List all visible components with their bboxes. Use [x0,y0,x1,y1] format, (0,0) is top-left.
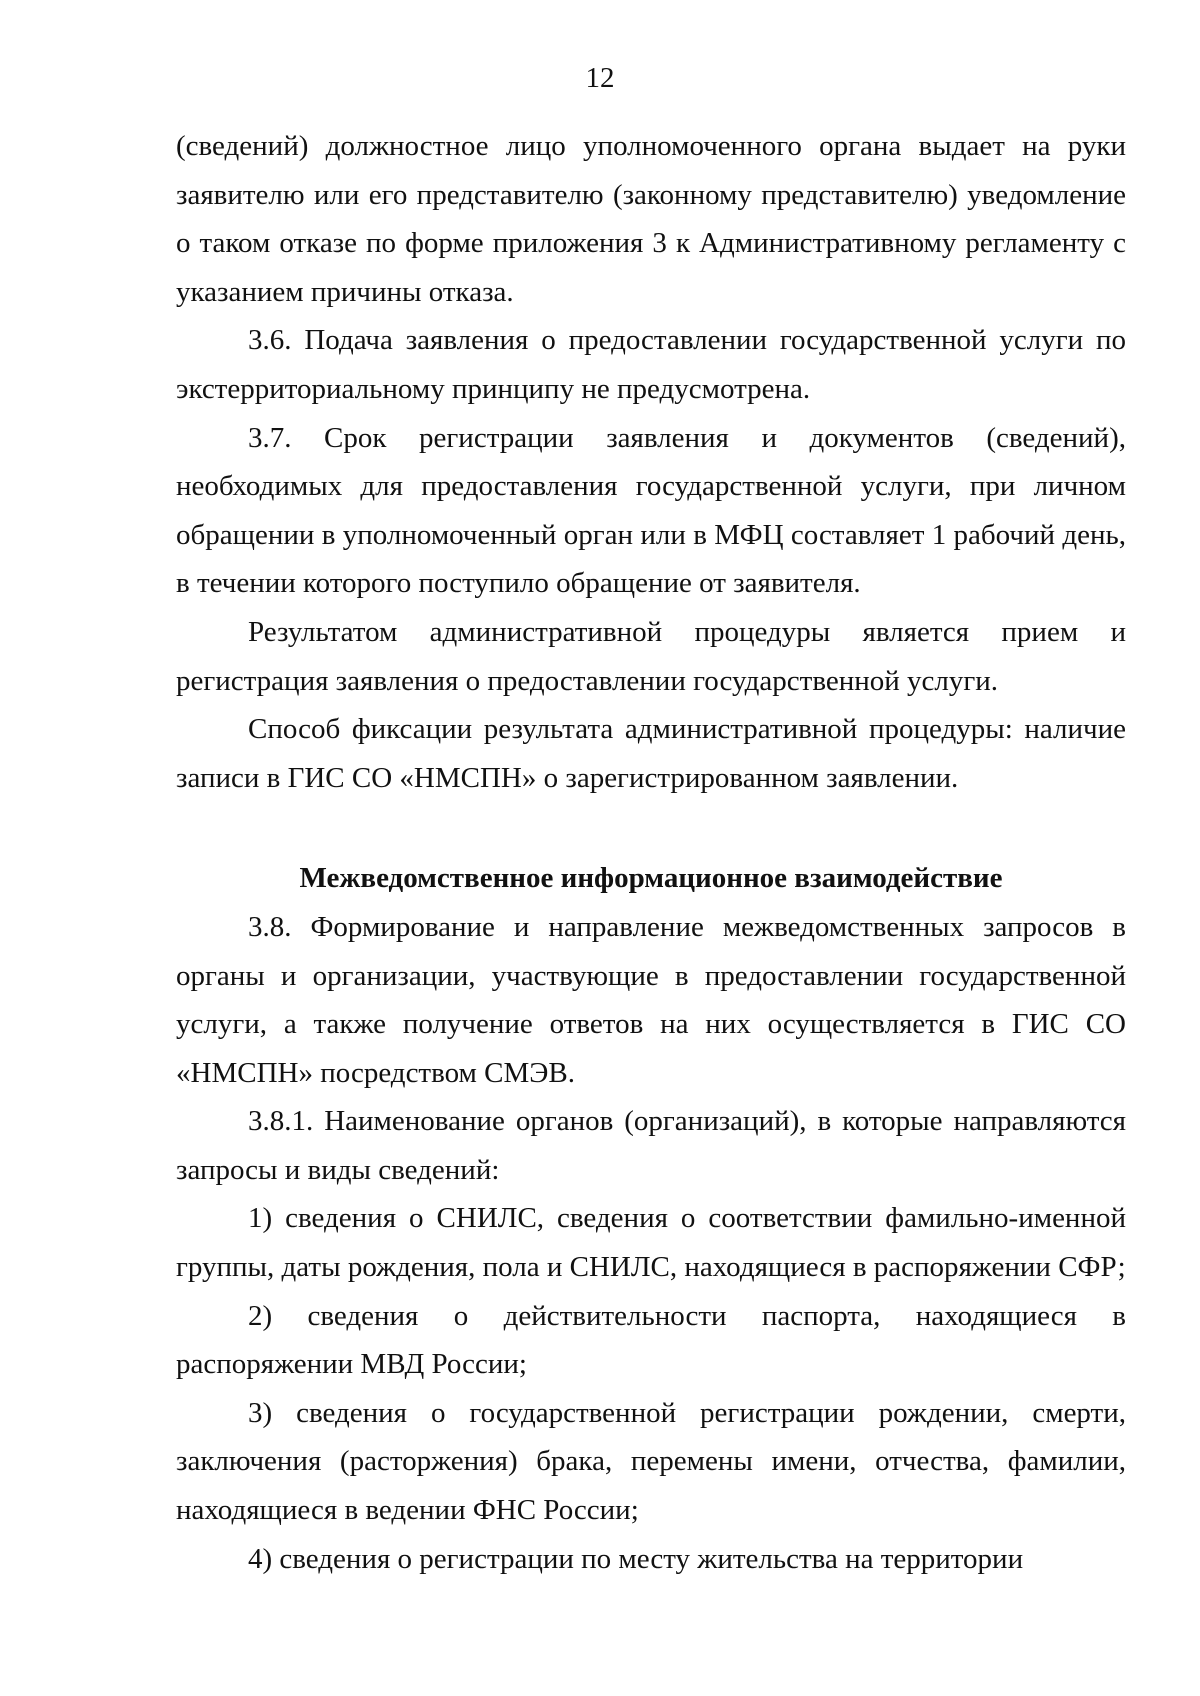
list-item-1: 1) сведения о СНИЛС, сведения о соответствии фамильно-именной группы, даты рождения, пола и СНИЛС, находящиеся в распоряжении СФР; [176,1202,1126,1284]
page-number: 12 [585,62,615,94]
paragraph-result: Результатом административной процедуры является прием и регистрация заявления о предоставлении государственной услуги. [176,615,1126,697]
paragraph-3-8: 3.8. Формирование и направление межведомственных запросов в органы и организации, участвующие в предоставлении государственной услуги, а также получение ответов на них осуществляется в ГИС СО «НМСПН» посредством СМЭВ. [176,910,1126,1089]
list-item-3: 3) сведения о государственной регистрации рождении, смерти, заключения (расторжения) брака, перемены имени, отчества, фамилии, находящиеся в ведении ФНС России; [176,1396,1126,1527]
paragraph-continuation: (сведений) должностное лицо уполномоченного органа выдает на руки заявителю или его представителю (законному представителю) уведомление о таком отказе по форме приложения 3 к Административному регламенту с указанием причины отказа. [176,130,1126,308]
paragraph-3-8-1: 3.8.1. Наименование органов (организаций), в которые направляются запросы и виды сведений: [176,1105,1126,1186]
list-item-2: 2) сведения о действительности паспорта, находящиеся в распоряжении МВД России; [176,1299,1126,1381]
paragraph-3-7: 3.7. Срок регистрации заявления и документов (сведений), необходимых для предоставления государственной услуги, при личном обращении в уполномоченный орган или в МФЦ составляет 1 рабочий день, в течении которого поступило обращение от заявителя. [176,421,1126,600]
list-item-4: 4) сведения о регистрации по месту жительства на территории [248,1542,1024,1575]
document-body [176,122,1126,1583]
section-heading: Межведомственное информационное взаимодействие [299,862,1003,895]
paragraph-fixation: Способ фиксации результата административной процедуры: наличие записи в ГИС СО «НМСПН» о зарегистрированном заявлении. [176,713,1126,794]
paragraph-3-6: 3.6. Подача заявления о предоставлении государственной услуги по экстерриториальному принципу не предусмотрена. [176,324,1126,405]
